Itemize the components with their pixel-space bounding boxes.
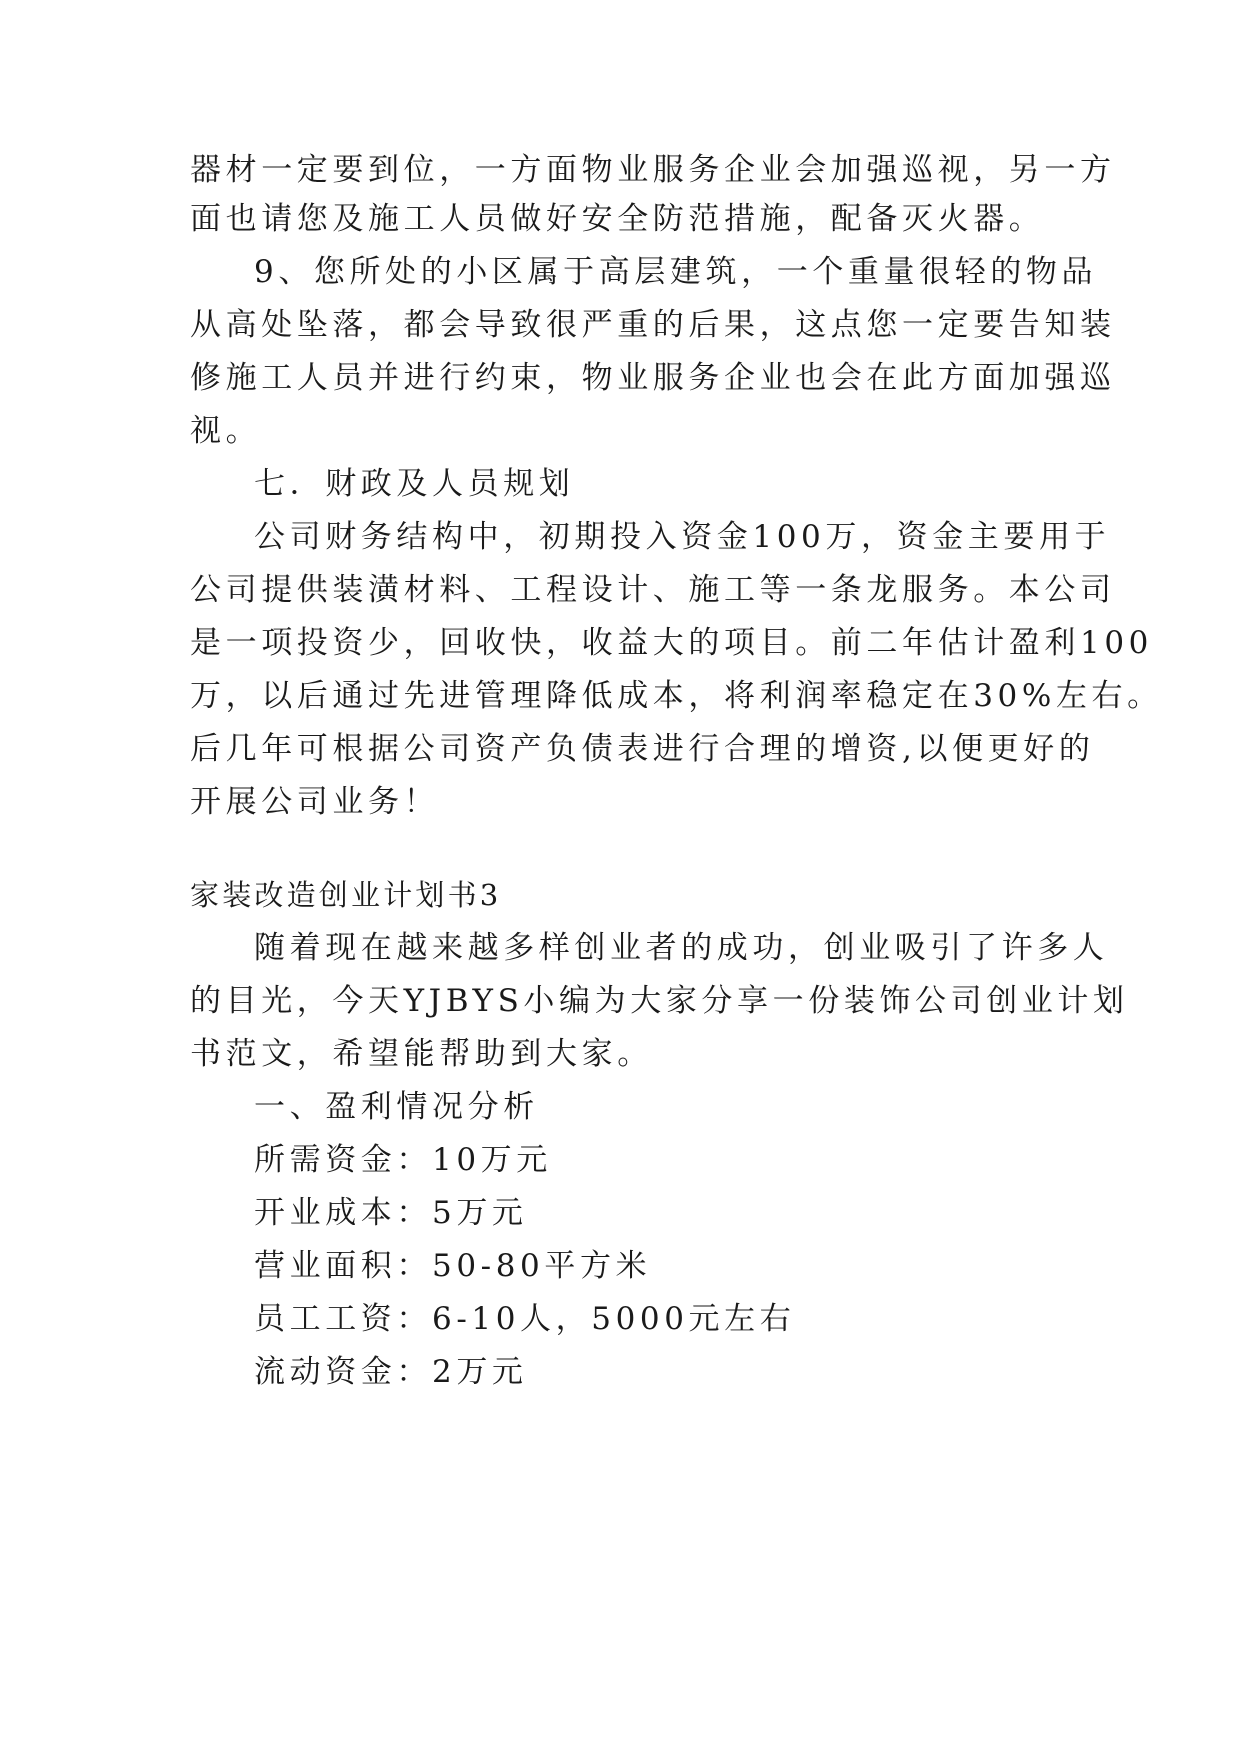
paragraph-line: 修施工人员并进行约束，物业服务企业也会在此方面加强巡	[190, 360, 1116, 396]
list-item: 流动资金：2万元	[254, 1354, 528, 1390]
document-title: 家装改造创业计划书3	[190, 878, 502, 912]
list-item: 员工工资：6-10人，5000元左右	[254, 1301, 796, 1337]
list-item: 营业面积：50-80平方米	[254, 1248, 652, 1284]
paragraph-line: 的目光，今天YJBYS小编为大家分享一份装饰公司创业计划	[190, 983, 1129, 1019]
paragraph-line: 公司财务结构中，初期投入资金100万，资金主要用于	[254, 519, 1111, 555]
paragraph-line: 随着现在越来越多样创业者的成功，创业吸引了许多人	[254, 930, 1109, 966]
paragraph-line: 视。	[190, 413, 262, 449]
paragraph-line: 后几年可根据公司资产负债表进行合理的增资,以便更好的	[190, 731, 1095, 767]
paragraph-line: 是一项投资少，回收快，收益大的项目。前二年估计盈利100	[190, 625, 1153, 661]
paragraph-line: 公司提供装潢材料、工程设计、施工等一条龙服务。本公司	[190, 572, 1116, 608]
section-heading: 一、盈利情况分析	[254, 1089, 539, 1125]
paragraph-line: 器材一定要到位，一方面物业服务企业会加强巡视，另一方	[190, 152, 1116, 188]
section-heading: 七．财政及人员规划	[254, 466, 575, 502]
paragraph-line: 书范文，希望能帮助到大家。	[190, 1036, 653, 1072]
paragraph-line: 面也请您及施工人员做好安全防范措施，配备灭火器。	[190, 201, 1045, 237]
list-item: 所需资金：10万元	[254, 1142, 552, 1178]
paragraph-line: 从高处坠落，都会导致很严重的后果，这点您一定要告知装	[190, 307, 1116, 343]
paragraph-line: 万，以后通过先进管理降低成本，将利润率稳定在30%左右。	[190, 678, 1163, 714]
paragraph-line: 开展公司业务！	[190, 784, 440, 820]
list-item: 开业成本：5万元	[254, 1195, 528, 1231]
paragraph-line: 9、您所处的小区属于高层建筑，一个重量很轻的物品	[254, 254, 1098, 290]
